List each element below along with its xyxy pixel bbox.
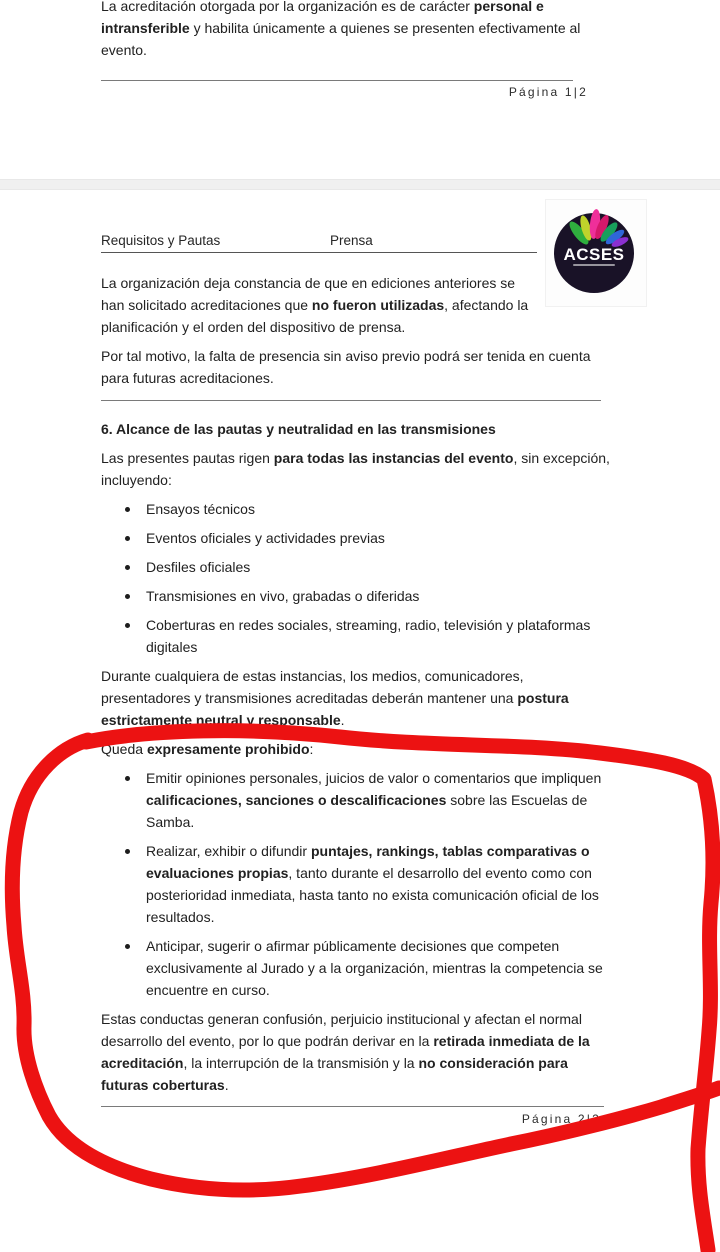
bold-text-run: expresamente prohibido [146, 741, 310, 757]
bold-text-run: intransferible [101, 20, 190, 36]
text-line [101, 272, 613, 294]
text-line [146, 556, 250, 578]
text-run: digitales [146, 639, 198, 655]
text-line [146, 767, 601, 789]
bullet-icon [125, 536, 130, 541]
bullet-list [101, 498, 613, 658]
text-run: Queda [101, 741, 147, 757]
text-line [101, 1052, 613, 1074]
bullet-item [101, 767, 613, 833]
text-run: . [340, 712, 345, 728]
bullet-item [101, 614, 613, 658]
text-line [101, 1008, 613, 1030]
text-run: , sin excepción, [513, 450, 610, 466]
text-line [146, 527, 385, 549]
bullet-text [146, 527, 385, 549]
text-run: La organización deja constancia de que en ediciones anteriores se [101, 275, 516, 291]
text-line [146, 811, 601, 833]
text-line [101, 39, 613, 61]
bullet-item [101, 585, 613, 607]
bold-text-run: retirada inmediata de la [433, 1033, 590, 1049]
logo-wordmark: ACSES [563, 245, 625, 264]
text-run: para futuras acreditaciones. [101, 370, 274, 386]
text-line [146, 498, 255, 520]
text-line [101, 469, 613, 491]
text-line [101, 447, 613, 469]
bullet-icon [125, 944, 130, 949]
bullet-item [101, 498, 613, 520]
bullet-text [146, 614, 590, 658]
horizontal-rule [101, 400, 601, 401]
text-line [146, 789, 601, 811]
bullet-text [146, 935, 603, 1001]
text-line [146, 906, 599, 928]
text-run: Anticipar, sugerir o afirmar públicamente decisiones que competen [146, 938, 560, 954]
text-line [101, 367, 613, 389]
bold-text-run: no fueron utilizadas [311, 297, 445, 313]
text-line [101, 709, 613, 731]
page-number-footer: Página 1|2 [508, 85, 588, 99]
text-run: Eventos oficiales y actividades previas [146, 530, 385, 546]
bullet-item [101, 935, 613, 1001]
text-run: , tanto durante el desarrollo del evento como con [288, 865, 592, 881]
text-run: Transmisiones en vivo, grabadas o diferidas [146, 588, 420, 604]
bullet-text [146, 498, 255, 520]
text-run: Durante cualquiera de estas instancias, los medios, comunicadores, [101, 668, 524, 684]
page-1 [0, 0, 720, 179]
bullet-text [146, 556, 250, 578]
page-1-content [101, 0, 613, 103]
bold-text-run: futuras coberturas [101, 1077, 225, 1093]
text-line [146, 884, 599, 906]
page-2 [0, 190, 720, 1252]
bullet-icon [125, 623, 130, 628]
bold-text-run: puntajes, rankings, tablas comparativas o [310, 843, 590, 859]
text-line [146, 840, 599, 862]
text-run: Estas conductas generan confusión, perjuicio institucional y afectan el normal [101, 1011, 582, 1027]
section-heading [101, 418, 613, 440]
text-line [146, 979, 603, 1001]
text-line [146, 862, 599, 884]
text-run: , afectando la [444, 297, 529, 313]
page-break-gap [0, 179, 720, 190]
text-line [101, 0, 613, 17]
bullet-icon [125, 507, 130, 512]
text-run: planificación y el orden del dispositivo de prensa. [101, 319, 406, 335]
bold-text-run: para todas las instancias del evento [273, 450, 514, 466]
text-line [101, 17, 613, 39]
paragraph [101, 1008, 613, 1096]
bullet-item [101, 840, 613, 928]
text-run: Emitir opiniones personales, juicios de valor o comentarios que impliquen [146, 770, 602, 786]
text-line [101, 738, 613, 760]
text-run: exclusivamente al Jurado y a la organización, mientras la competencia se [146, 960, 603, 976]
text-run: Las presentes pautas rigen [101, 450, 274, 466]
bold-text-run: postura [517, 690, 569, 706]
text-run: . [224, 1077, 229, 1093]
bullet-list [101, 767, 613, 1001]
paragraph [101, 447, 613, 491]
logo-subtext-bar [573, 264, 615, 266]
header-title-center: Prensa [330, 233, 373, 248]
bold-text-run: 6. Alcance de las pautas y neutralidad en las transmisiones [101, 421, 496, 437]
text-run: , la interrupción de la transmisión y la [183, 1055, 419, 1071]
text-run: : [309, 741, 314, 757]
bullet-text [146, 767, 601, 833]
text-run: sobre las Escuelas de [446, 792, 588, 808]
text-line [146, 957, 603, 979]
bullet-icon [125, 594, 130, 599]
text-line [101, 316, 613, 338]
text-run: presentadores y transmisiones acreditadas deberán mantener una [101, 690, 518, 706]
page-2-header [101, 230, 538, 252]
text-line [101, 1074, 613, 1096]
header-title-left: Requisitos y Pautas [101, 233, 221, 248]
text-run: Coberturas en redes sociales, streaming, radio, televisión y plataformas [146, 617, 591, 633]
text-line [146, 614, 590, 636]
text-run: evento. [101, 42, 147, 58]
text-line [101, 418, 613, 440]
paragraph [101, 738, 613, 760]
text-line [146, 585, 419, 607]
bold-text-run: no consideración para [418, 1055, 568, 1071]
text-run: Samba. [146, 814, 195, 830]
text-run: Realizar, exhibir o difundir [146, 843, 311, 859]
paragraph [101, 0, 613, 61]
bullet-icon [125, 776, 130, 781]
bold-text-run: estrictamente neutral y responsable [101, 712, 341, 728]
text-run: han solicitado acreditaciones que [101, 297, 312, 313]
text-line [101, 345, 613, 367]
bold-text-run: acreditación [101, 1055, 184, 1071]
bullet-text [146, 840, 599, 928]
paragraph [101, 345, 613, 389]
text-run: incluyendo: [101, 472, 172, 488]
bold-text-run: calificaciones, sanciones o descalificaciones [146, 792, 447, 808]
horizontal-rule [101, 1106, 604, 1107]
text-line [146, 636, 590, 658]
text-run: Por tal motivo, la falta de presencia sin aviso previo podrá ser tenida en cuenta [101, 348, 591, 364]
page-number-footer: Página 2|2 [521, 1112, 601, 1126]
paragraph [101, 272, 613, 338]
text-line [146, 935, 603, 957]
text-run: desarrollo del evento, por lo que podrán derivar en la [101, 1033, 434, 1049]
bullet-icon [125, 565, 130, 570]
text-run: Ensayos técnicos [146, 501, 255, 517]
text-line [101, 687, 613, 709]
paragraph [101, 665, 613, 731]
bullet-text [146, 585, 419, 607]
bold-text-run: evaluaciones propias [146, 865, 289, 881]
text-run: posterioridad inmediata, hasta tanto no exista comunicación oficial de los [146, 887, 599, 903]
text-run: resultados. [146, 909, 215, 925]
text-line [101, 665, 613, 687]
page-2-content [101, 272, 613, 1130]
bold-text-run: personal e [473, 0, 544, 14]
text-run: La acreditación otorgada por la organización es de carácter [101, 0, 474, 14]
text-run: Desfiles oficiales [146, 559, 251, 575]
text-line [101, 1030, 613, 1052]
bullet-item [101, 527, 613, 549]
text-run: y habilita únicamente a quienes se presenten efectivamente al [189, 20, 581, 36]
header-rule [101, 252, 537, 253]
text-line [101, 294, 613, 316]
bullet-icon [125, 849, 130, 854]
text-run: encuentre en curso. [146, 982, 270, 998]
bullet-item [101, 556, 613, 578]
